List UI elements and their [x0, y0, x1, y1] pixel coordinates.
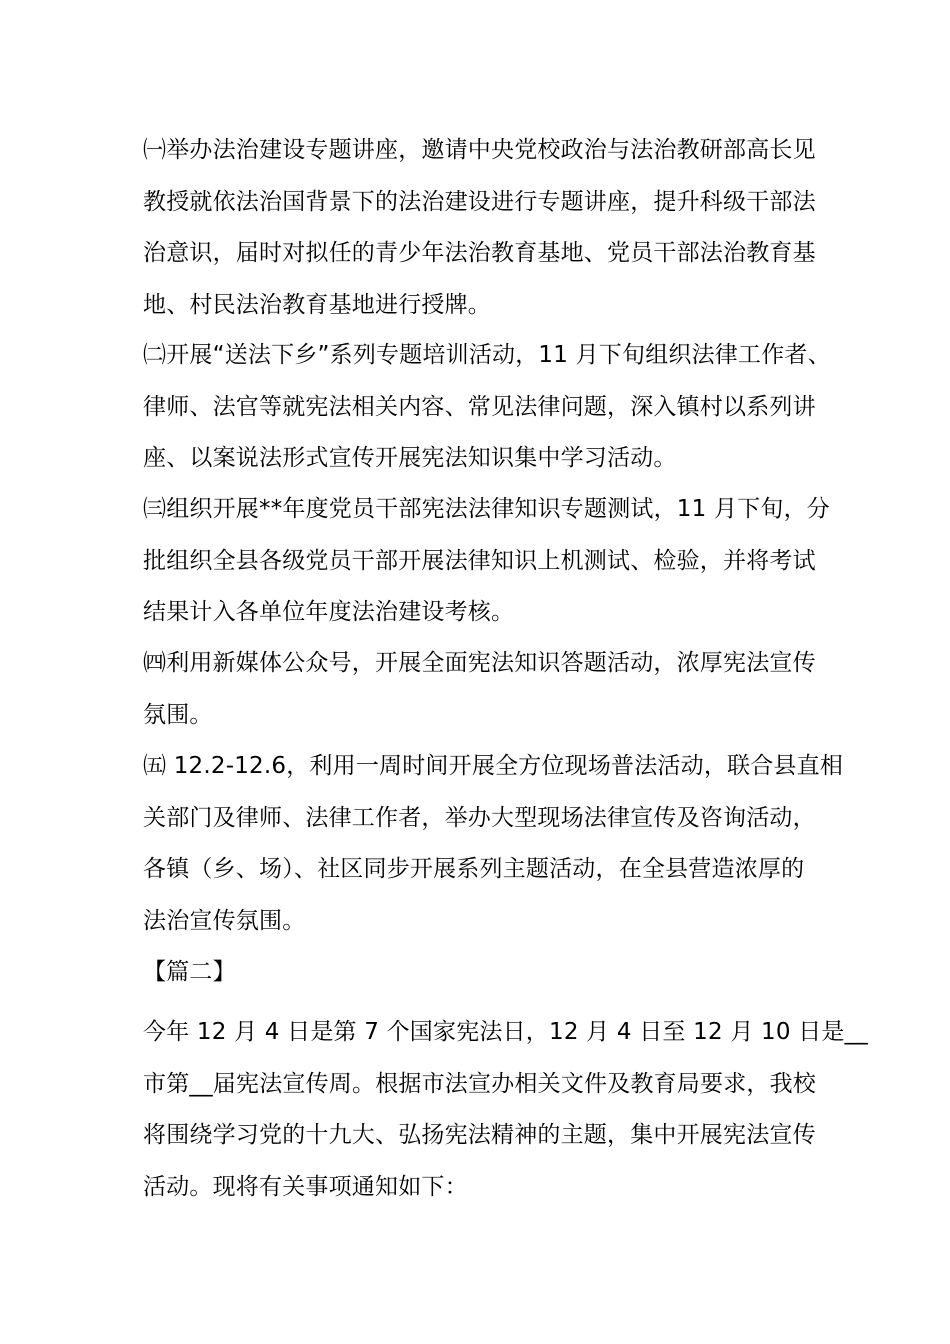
- text-line: 活动。现将有关事项通知如下：: [143, 1173, 468, 1200]
- text-line: 各镇（乡、场）、社区同步开展系列主题活动，在全县营造浓厚的: [143, 856, 805, 882]
- text-line: 批组织全县各级党员干部开展法律知识上机测试、检验，并将考试: [143, 547, 816, 574]
- text-line: 治意识，届时对拟任的青少年法治教育基地、党员干部法治教育基: [143, 240, 816, 266]
- text-line: 氛围。: [143, 701, 213, 728]
- text-line: 法治宣传氛围。: [143, 907, 306, 934]
- text-line: 市第__届宪法宣传周。根据市法宣办相关文件及教育局要求，我校: [143, 1070, 816, 1097]
- text-line: 结果计入各单位年度法治建设考核。: [143, 599, 515, 625]
- text-line: 关部门及律师、法律工作者，举办大型现场法律宣传及咨询活动，: [143, 804, 816, 831]
- text-line: ㈣利用新媒体公众号，开展全面宪法知识答题活动，浓厚宪法宣传: [143, 650, 816, 676]
- paragraph-item-1: [143, 125, 833, 331]
- paragraph-item-6: [143, 1007, 869, 1213]
- paragraph-item-5: [143, 741, 844, 947]
- paragraph-item-4: [143, 638, 833, 741]
- text-line: 今年 12 月 4 日是第 7 个国家宪法日，12 月 4 日至 12 月 10 日是__: [143, 1019, 869, 1045]
- text-line: 【篇二】: [143, 959, 236, 985]
- text-line: ㈡开展“送法下乡”系列专题培训活动，11 月下旬组织法律工作者、: [143, 342, 831, 368]
- text-line: 律师、法官等就宪法相关内容、常见法律问题，深入镇村以系列讲: [143, 393, 816, 420]
- text-line: 地、村民法治教育基地进行授牌。: [143, 291, 491, 318]
- paragraph-item-2: [143, 330, 833, 485]
- text-line: ㈠举办法治建设专题讲座，邀请中央党校政治与法治教研部高长见: [143, 137, 816, 163]
- text-line: 将围绕学习党的十九大、弘扬宪法精神的主题，集中开展宪法宣传: [143, 1122, 816, 1148]
- text-line: ㈢组织开展**年度党员干部宪法法律知识专题测试，11 月下旬，分: [143, 496, 830, 522]
- section-heading: [143, 947, 833, 999]
- text-line: 座、以案说法形式宣传开展宪法知识集中学习活动。: [143, 445, 677, 471]
- text-line: ㈤ 12.2-12.6，利用一周时间开展全方位现场普法活动，联合县直相: [143, 753, 844, 779]
- paragraph-item-3: [143, 484, 833, 639]
- text-line: 教授就依法治国背景下的法治建设进行专题讲座，提升科级干部法: [143, 188, 816, 215]
